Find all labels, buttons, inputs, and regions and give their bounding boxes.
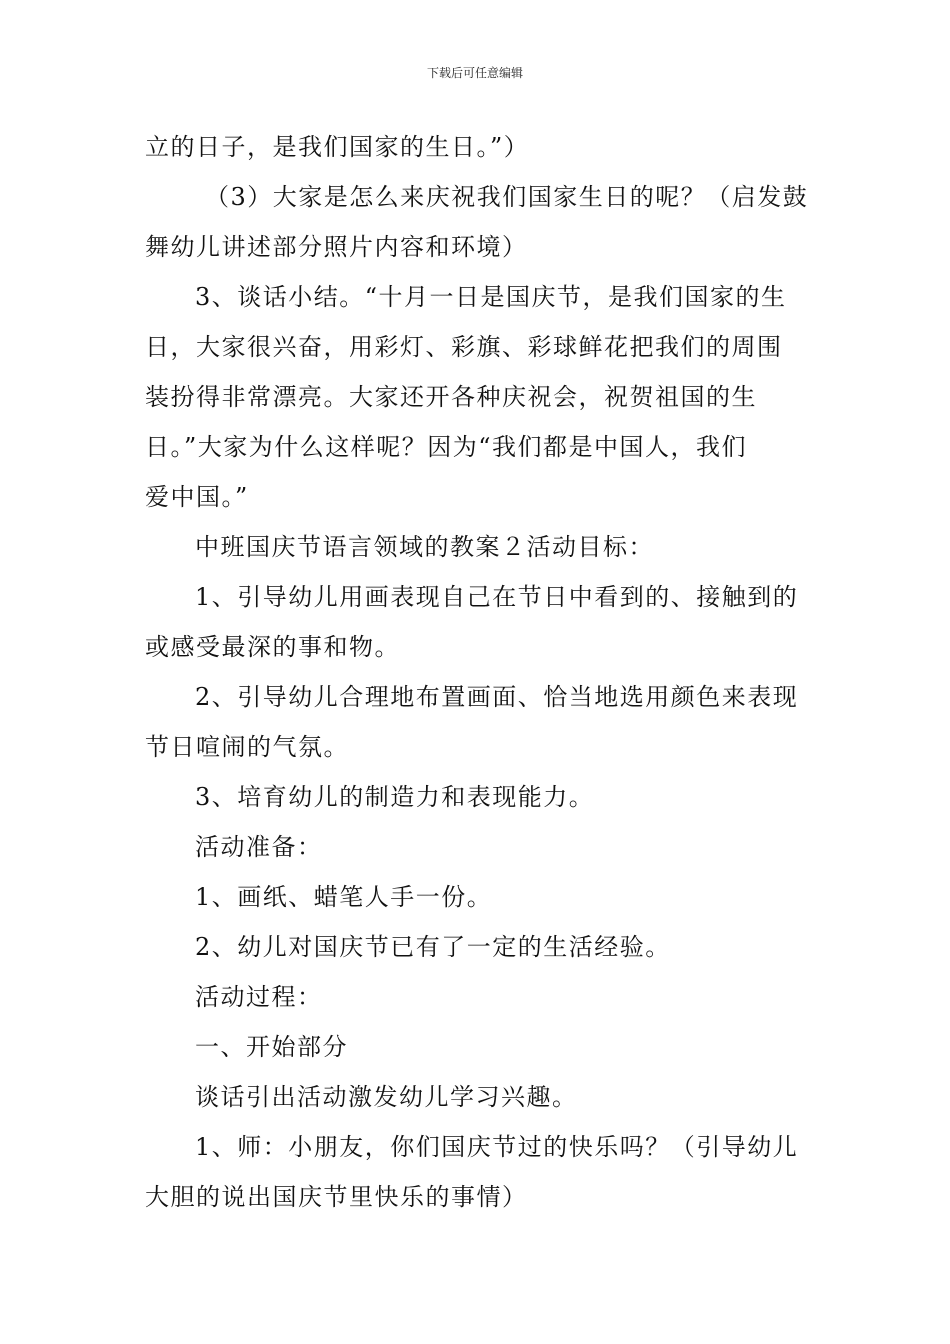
text-line: 或感受最深的事和物。 [145, 633, 400, 661]
text-line: 3、培育幼儿的制造力和表现能力。 [195, 783, 595, 811]
text-line: 日。”大家为什么这样呢？因为“我们都是中国人，我们 [145, 433, 748, 461]
page-header: 下载后可任意编辑 [426, 66, 523, 80]
section-heading: 活动过程： [195, 983, 323, 1011]
text-line: 装扮得非常漂亮。大家还开各种庆祝会，祝贺祖国的生 [145, 383, 757, 411]
text-line: 立的日子，是我们国家的生日。”） [145, 133, 530, 161]
text-line: 2、幼儿对国庆节已有了一定的生活经验。 [195, 933, 671, 961]
document-body [145, 122, 810, 1222]
text-line: 日，大家很兴奋，用彩灯、彩旗、彩球鲜花把我们的周围 [145, 333, 783, 361]
text-line: 爱中国。” [145, 483, 249, 511]
text-line: 谈话引出活动激发幼儿学习兴趣。 [195, 1083, 578, 1111]
text-line: 3、谈话小结。“十月一日是国庆节，是我们国家的生 [195, 283, 787, 311]
section-heading: 活动准备： [195, 833, 323, 861]
text-line: 节日喧闹的气氛。 [145, 733, 349, 761]
text-line: 大胆的说出国庆节里快乐的事情） [145, 1183, 528, 1211]
text-line: 1、画纸、蜡笔人手一份。 [195, 883, 493, 911]
text-line: 2、引导幼儿合理地布置画面、恰当地选用颜色来表现 [195, 683, 799, 711]
text-line: 1、引导幼儿用画表现自己在节日中看到的、接触到的 [195, 583, 799, 611]
text-line: 1、师：小朋友，你们国庆节过的快乐吗？（引导幼儿 [195, 1133, 799, 1161]
section-heading: 中班国庆节语言领域的教案２活动目标： [195, 533, 654, 561]
text-line: 舞幼儿讲述部分照片内容和环境） [145, 233, 528, 261]
section-heading: 一、开始部分 [195, 1033, 348, 1061]
text-line: （3）大家是怎么来庆祝我们国家生日的呢？（启发鼓 [205, 183, 809, 211]
